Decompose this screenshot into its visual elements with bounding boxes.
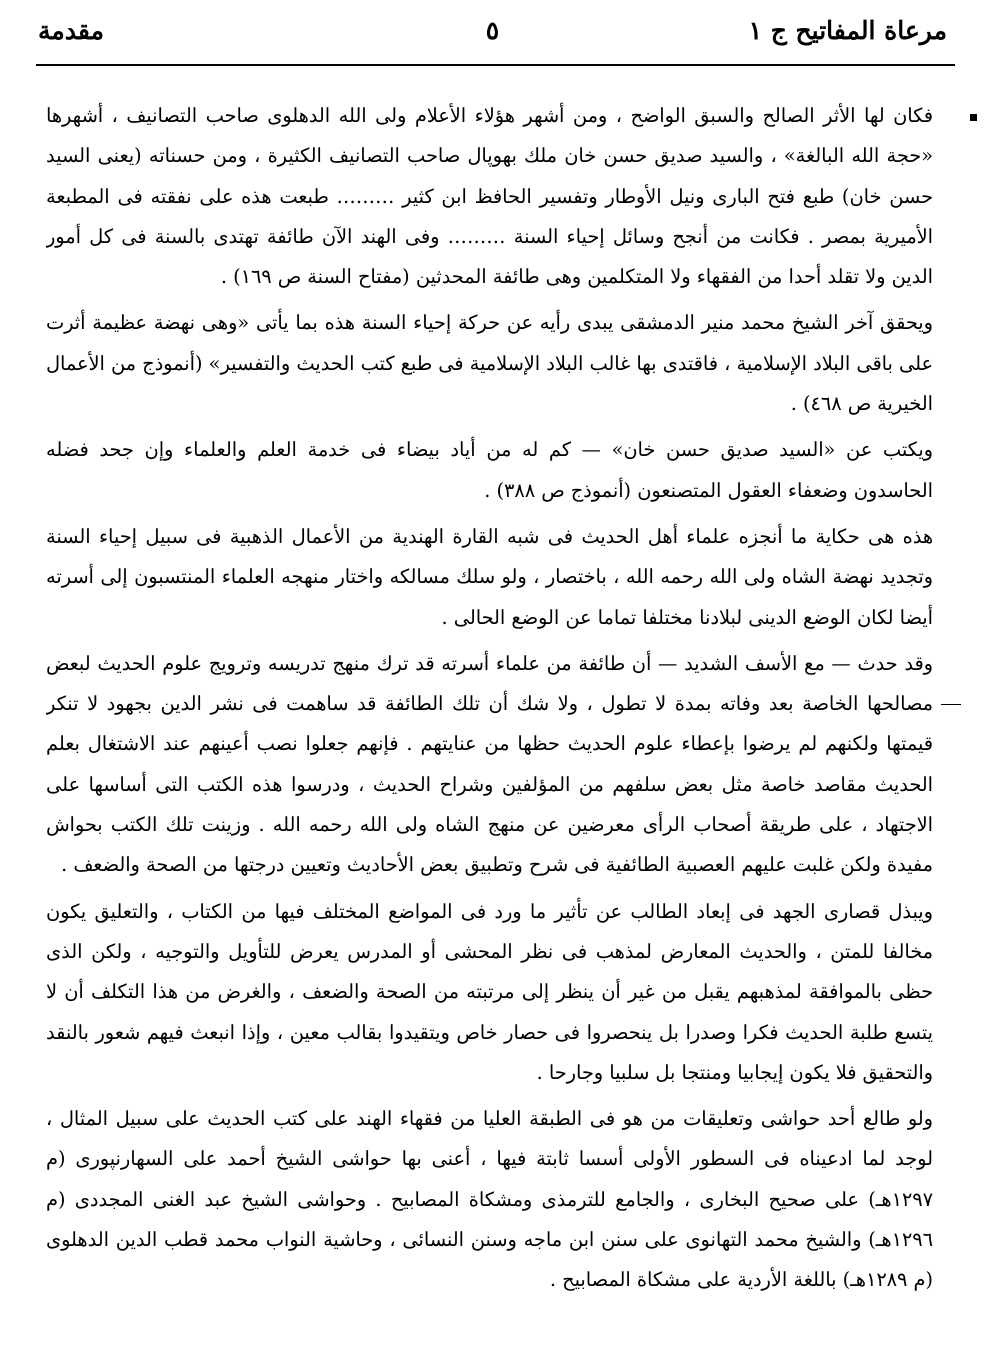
page-header [38, 14, 947, 58]
paragraph-6: ويبذل قصارى الجهد فى إبعاد الطالب عن تأثير ما ورد فى المواضع المختلف فيها من الكتاب ، والتعليق يكون مخالفا للمتن ، والحديث المعارض لمذهب فى نظر المحشى أو المدرس يعرض للتأويل والتوجيه ، ولكن الذى حظى بالموافقة لمذهبهم يقبل من غير أن ينظر إلى مرتبته من الصحة والضعف ، والغرض من هذا التكلف أن لا يتسع طلبة الحديث فكرا وصدرا بل ينحصروا فى حصار خاص ويتقيدوا بقالب معين ، وإذا انبعث فيهم شعور بالنقد والتحقيق فلا يكون إيجابيا ومنتجا بل سلبيا وجارحا . [46, 899, 933, 1084]
paragraph-5: وقد حدث — مع الأسف الشديد — أن طائفة من علماء أسرته قد ترك منهج تدريسه وترويج علوم الحديث لبعض مصالحها الخاصة بعد وفاته بمدة لا تطول ، ولا شك أن تلك الطائفة قد ساهمت فى نشر الدين بجهود لا تنكر قيمتها ولكنهم لم يرضوا بإعطاء علوم الحديث حظها من عنايتهم . فإنهم جعلوا نصب أعينهم عند الاشتغال بعلم الحديث مقاصد خاصة مثل بعض سلفهم من المؤلفين وشراح الحديث ، ودرسوا هذه الكتب التى أساسها على الاجتهاد ، على طريقة أصحاب الرأى معرضين عن منهج الشاه ولى الله رحمه الله . وزينت تلك الكتب بحواش مفيدة ولكن غلبت عليهم العصبية الطائفية فى شرح وتطبيق بعض الأحاديث وتعيين درجتها من الصحة والضعف . [46, 651, 933, 877]
margin-dash-mark [941, 704, 961, 705]
page-number: ٥ [485, 16, 500, 45]
paragraph-1: فكان لها الأثر الصالح والسبق الواضح ، ومن أشهر هؤلاء الأعلام ولى الله الدهلوى صاحب التصانيف ، أشهرها «حجة الله البالغة» ، والسيد صديق حسن خان ملك بهوپال صاحب التصانيف الكثيرة ، ومن حسناته (يعنى السيد حسن خان) طبع فتح البارى ونيل الأوطار وتفسير الحافظ ابن كثير ……… طبعت هذه على نفقته فى المطبعة الأميرية بمصر . فكانت من أنجح وسائل إحياء السنة ……… وفى الهند الآن طائفة تهتدى بالسنة فى كل أمور الدين ولا تقلد أحدا من الفقهاء ولا المتكلمين وهى طائفة المحدثين (مفتاح السنة ص ١٦٩) . [46, 104, 933, 289]
section-title: مقدمة [38, 16, 104, 45]
margin-dot-mark [970, 114, 977, 121]
paragraph-3: ويكتب عن «السيد صديق حسن خان» — كم له من أياد بيضاء فى خدمة العلم والعلماء وإن جحد فضله الحاسدون وضعفاء العقول المتصنعون (أنموذج ص ٣٨٨) . [46, 438, 933, 502]
paragraph-2: ويحقق آخر الشيخ محمد منير الدمشقى يبدى رأيه عن حركة إحياء السنة هذه بما يأتى «وهى نهضة عظيمة أثرت على باقى البلاد الإسلامية ، فاقتدى بها غالب البلاد الإسلامية فى طبع كتب الحديث والتفسير» (أنموذج من الأعمال الخيرية ص ٤٦٨) . [46, 311, 933, 416]
header-rule [36, 64, 955, 66]
page-body [46, 96, 933, 1329]
book-title: مرعاة المفاتيح ج ١ [748, 16, 947, 45]
paragraph-4: هذه هى حكاية ما أنجزه علماء أهل الحديث فى شبه القارة الهندية من الأعمال الذهبية فى سبيل إحياء السنة وتجديد نهضة الشاه ولى الله رحمه الله ، باختصار ، ولو سلك مسالكه واختار منهجه العلماء المنتسبون إلى أسرته أيضا لكان الوضع الدينى لبلادنا مختلفا تماما عن الوضع الحالى . [46, 524, 933, 629]
paragraph-7: ولو طالع أحد حواشى وتعليقات من هو فى الطبقة العليا من فقهاء الهند على كتب الحديث على سبيل المثال ، لوجد لما ادعيناه فى السطور الأولى أسسا ثابتة فيها ، أعنى بها حواشى الشيخ أحمد على السهارنپورى (م ١٢٩٧هـ) على صحيح البخارى ، والجامع للترمذى ومشكاة المصابيح . وحواشى الشيخ عبد الغنى المجددى (م ١٢٩٦هـ) والشيخ محمد التهانوى على سنن ابن ماجه وسنن النسائى ، وحاشية النواب محمد قطب الدين الدهلوى (م ١٢٨٩هـ) باللغة الأردية على مشكاة المصابيح . [46, 1107, 933, 1292]
